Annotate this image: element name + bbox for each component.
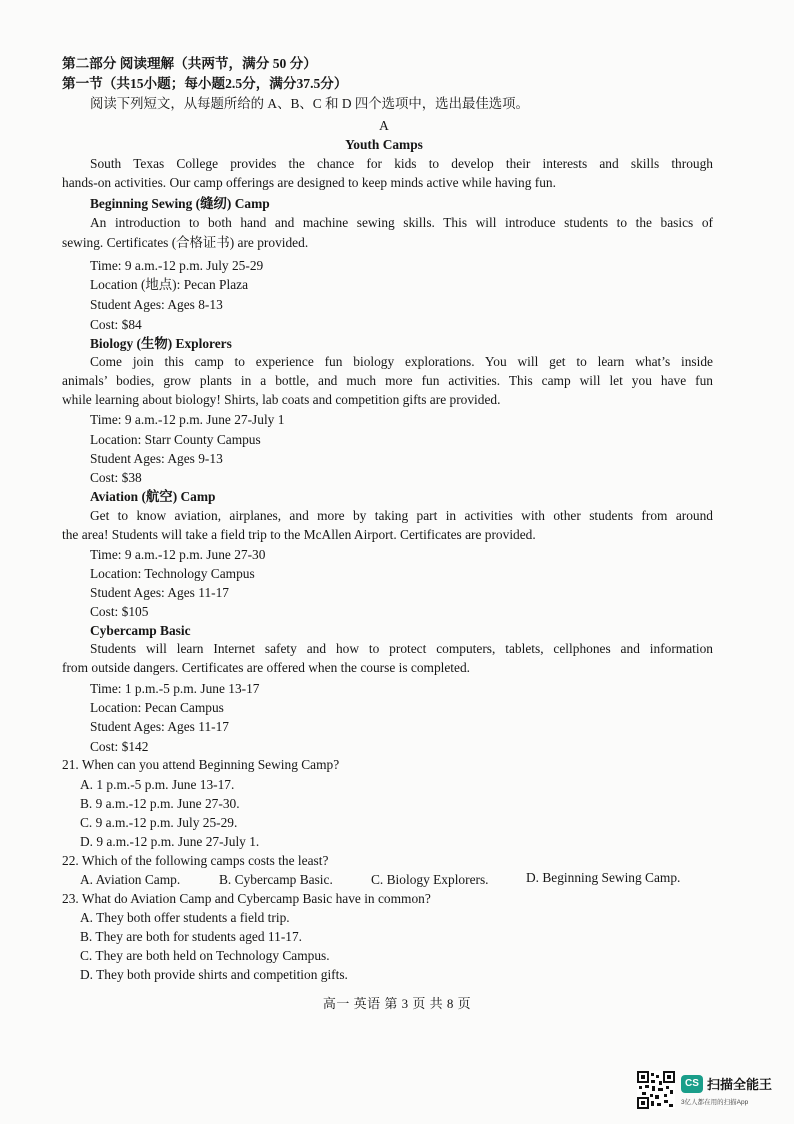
passage-letter: A	[379, 118, 389, 133]
camp-ages: Student Ages: Ages 9-13	[90, 451, 223, 466]
camp-desc-line: Students will learn Internet safety and how to protect computers, tablets, cellphones and information	[90, 641, 713, 656]
answer-option: D. Beginning Sewing Camp.	[526, 870, 681, 885]
scanner-app-tagline: 3亿人都在用的扫描App	[681, 1099, 749, 1106]
camp-location: Location (地点): Pecan Plaza	[90, 277, 249, 292]
camp-cost: Cost: $142	[90, 739, 149, 754]
camp-ages: Student Ages: Ages 8-13	[90, 297, 223, 312]
answer-option: A. They both offer students a field trip.	[80, 910, 290, 925]
camp-desc-line: Come join this camp to experience fun biology explorations. You will get to learn what’s inside	[90, 354, 713, 369]
page-footer: 高一 英语 第 3 页 共 8 页	[322, 996, 472, 1011]
camp-desc-line: while learning about biology! Shirts, lab coats and competition gifts are provided.	[62, 392, 501, 407]
camp-name-cybercamp: Cybercamp Basic	[90, 623, 191, 638]
camp-desc-line: animals’ bodies, grow plants in a bottle, and much more fun activities. This camp will let you have fun	[62, 373, 713, 388]
camp-location: Location: Pecan Campus	[90, 700, 224, 715]
camp-desc-line: from outside dangers. Certificates are offered when the course is completed.	[62, 660, 471, 675]
answer-option: B. Cybercamp Basic.	[219, 872, 333, 887]
camp-location: Location: Starr County Campus	[90, 432, 261, 447]
camp-desc-line: An introduction to both hand and machine sewing skills. This will introduce students to the basics of	[90, 215, 713, 230]
qr-code-icon	[637, 1071, 675, 1109]
instruction-text: 阅读下列短文，从每题所给的 A、B、C 和 D 四个选项中，选出最佳选项。	[90, 96, 529, 111]
answer-option: C. Biology Explorers.	[371, 872, 489, 887]
answer-option: C. They are both held on Technology Campus.	[80, 948, 330, 963]
camp-cost: Cost: $84	[90, 317, 142, 332]
camp-name-sewing: Beginning Sewing (缝纫) Camp	[90, 196, 270, 211]
answer-option: A. Aviation Camp.	[80, 872, 181, 887]
camp-desc-line: sewing. Certificates (合格证书) are provided.	[62, 235, 309, 250]
camp-ages: Student Ages: Ages 11-17	[90, 719, 229, 734]
answer-option: A. 1 p.m.-5 p.m. June 13-17.	[80, 777, 235, 792]
intro-line: South Texas College provides the chance for kids to develop their interests and skills through	[90, 156, 713, 171]
answer-option: B. 9 a.m.-12 p.m. June 27-30.	[80, 796, 240, 811]
intro-line: hands-on activities. Our camp offerings are designed to keep minds active while having fun.	[62, 175, 556, 190]
camp-time: Time: 9 a.m.-12 p.m. June 27-30	[90, 547, 266, 562]
question-stem-22: 22. Which of the following camps costs the least?	[62, 853, 329, 868]
answer-option: D. 9 a.m.-12 p.m. June 27-July 1.	[80, 834, 260, 849]
camp-desc-line: the area! Students will take a field trip to the McAllen Airport. Certificates are provided.	[62, 527, 536, 542]
answer-option: B. They are both for students aged 11-17.	[80, 929, 303, 944]
camp-time: Time: 9 a.m.-12 p.m. June 27-July 1	[90, 412, 285, 427]
camp-desc-line: Get to know aviation, airplanes, and more by taking part in activities with other students from around	[90, 508, 713, 523]
camscanner-logo-icon: CS	[681, 1075, 703, 1093]
scanner-app-name: 扫描全能王	[707, 1077, 773, 1092]
camp-time: Time: 1 p.m.-5 p.m. June 13-17	[90, 681, 260, 696]
camp-cost: Cost: $105	[90, 604, 149, 619]
camp-name-biology: Biology (生物) Explorers	[90, 336, 232, 351]
part-heading: 第二部分 阅读理解（共两节，满分 50 分）	[62, 56, 317, 71]
question-stem-21: 21. When can you attend Beginning Sewing Camp?	[62, 757, 340, 772]
camp-cost: Cost: $38	[90, 470, 142, 485]
answer-option: D. They both provide shirts and competition gifts.	[80, 967, 348, 982]
question-stem-23: 23. What do Aviation Camp and Cybercamp Basic have in common?	[62, 891, 431, 906]
camp-name-aviation: Aviation (航空) Camp	[90, 489, 216, 504]
camp-ages: Student Ages: Ages 11-17	[90, 585, 229, 600]
camp-location: Location: Technology Campus	[90, 566, 255, 581]
answer-option: C. 9 a.m.-12 p.m. July 25-29.	[80, 815, 238, 830]
passage-title: Youth Camps	[345, 137, 423, 152]
camp-time: Time: 9 a.m.-12 p.m. July 25-29	[90, 258, 264, 273]
section-heading: 第一节（共15小题；每小题2.5分，满分37.5分）	[62, 76, 348, 91]
